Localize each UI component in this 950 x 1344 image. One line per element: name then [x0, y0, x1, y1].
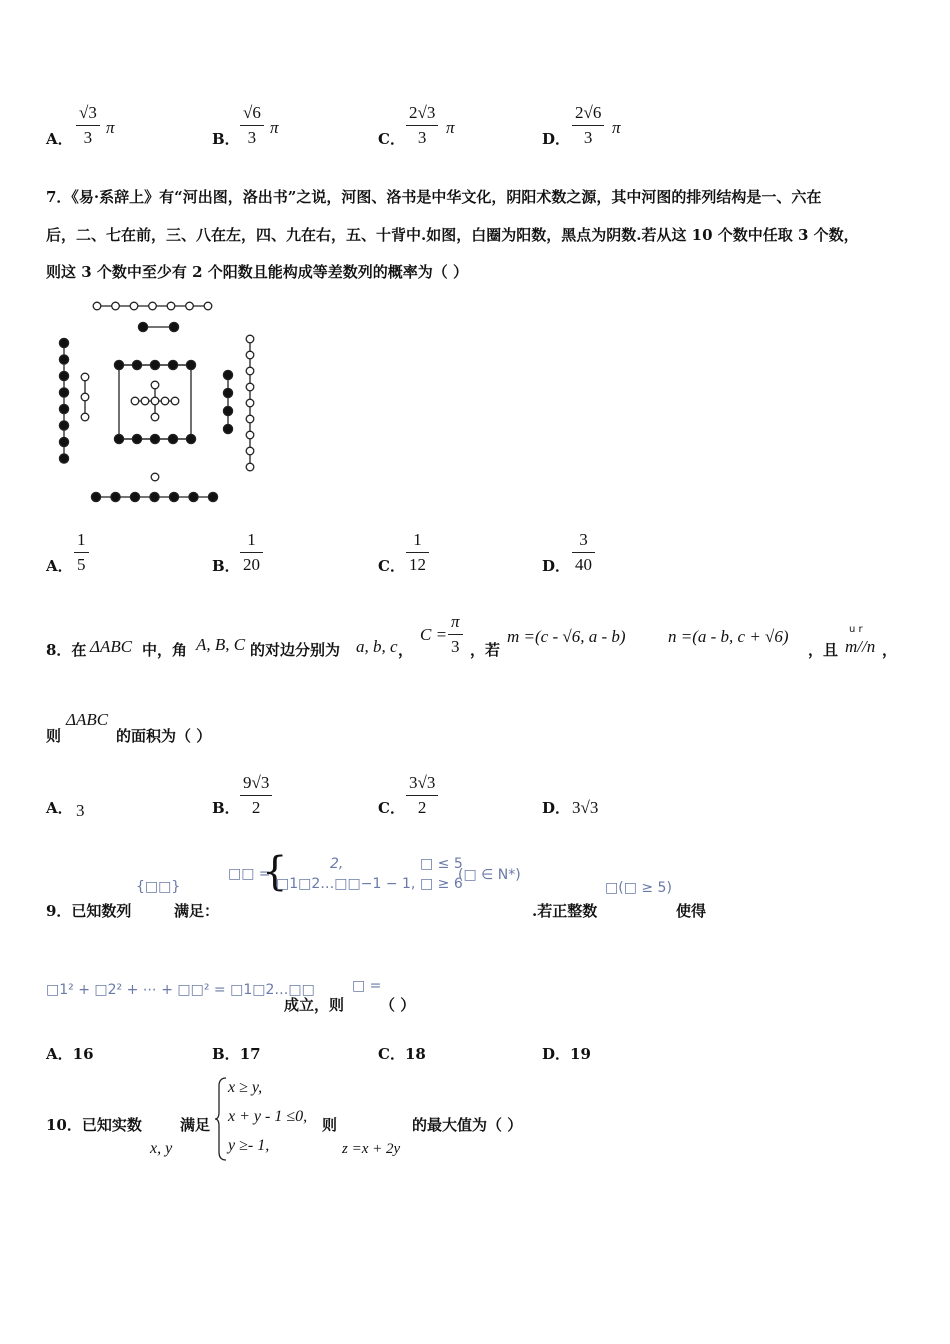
q8-parallel: m//n: [845, 637, 876, 656]
q8-p2: 中，角: [142, 641, 188, 659]
hetu-nine-dot: [246, 399, 254, 407]
q6-c-denominator: 3: [417, 128, 427, 147]
q8-p3: 的对边分别为: [250, 641, 341, 659]
hetu-one-dot: [151, 473, 159, 481]
hetu-nine-dot: [246, 383, 254, 391]
hetu-seven-dot: [112, 302, 120, 310]
hetu-four-dot: [223, 370, 232, 379]
hetu-eight-dot: [59, 338, 68, 347]
q8-n-vector: n =(a - b, c + √6): [668, 627, 789, 646]
q8-vector-arrows: u r: [849, 624, 863, 635]
q10-objective: z =x + 2y: [342, 1141, 401, 1157]
q10-constraint-2: x + y - 1 ≤0,: [228, 1108, 308, 1125]
q7-c-denominator: 12: [409, 555, 426, 574]
q9-d-label: D．: [542, 1045, 571, 1063]
hetu-nine-dot: [246, 351, 254, 359]
hetu-eight-dot: [59, 388, 68, 397]
hetu-eight-dot: [59, 421, 68, 430]
q9-option-b: [212, 1043, 261, 1064]
q8-p4: ，若: [470, 641, 501, 659]
hetu-six-dot: [130, 492, 139, 501]
q6-option-b-label: B．: [212, 130, 240, 148]
hetu-nine-dot: [246, 415, 254, 423]
hetu-ten-top-dot: [114, 360, 123, 369]
q8-option-d-label: D．: [542, 799, 571, 817]
q9-p3: .若正整数: [532, 902, 598, 920]
q7-option-c-fraction: [406, 530, 429, 575]
hetu-seven-dot: [93, 302, 101, 310]
q6-a-numerator: √3: [79, 103, 97, 122]
hetu-seven-dot: [186, 302, 194, 310]
q7-d-numerator: 3: [579, 530, 588, 549]
q9-case1: 2,: [330, 856, 344, 872]
q7-line-2: 后，二、七在前，三、八在左，四、九在右，五、十背中.如图，白圈为阳数，黑点为阴数.若从这 10 个数中任取 3 个数，: [46, 226, 859, 244]
q10-p3: 则: [322, 1116, 338, 1134]
hetu-six-dot: [169, 492, 178, 501]
q9-b-value: 17: [239, 1045, 261, 1063]
q10-system-brace: [214, 1076, 228, 1162]
q6-option-d-fraction: [572, 103, 604, 148]
hetu-five-dot: [131, 397, 139, 405]
hetu-two-dot: [169, 322, 178, 331]
hetu-five-dot: [151, 381, 159, 389]
q9-b-label: B．: [212, 1045, 240, 1063]
q10-constraint-1: x ≥ y,: [228, 1079, 263, 1096]
q7-d-denominator: 40: [575, 555, 592, 574]
q7-option-b-fraction: [240, 530, 263, 575]
q6-option-c-label: C．: [378, 130, 405, 148]
hetu-eight-dot: [59, 371, 68, 380]
q8-option-b-fraction: [240, 773, 272, 818]
q8-c-eq: C =: [420, 625, 448, 644]
q10-constraint-3: y ≥- 1,: [228, 1137, 270, 1154]
q9-case2: □1□2…□□−1 − 1,: [276, 876, 416, 892]
q8-comma: ，: [398, 641, 414, 659]
hetu-seven-dot: [204, 302, 212, 310]
q7-option-b-label: B．: [212, 557, 240, 575]
q9-d-value: 19: [570, 1045, 591, 1063]
q9-case1-cond: □ ≤ 5: [420, 856, 463, 872]
q8-m-vector: m =(c - √6, a - b): [507, 627, 626, 646]
q7-line-3: 则这 3 个数中至少有 2 个阳数且能构成等差数列的概率为（ ）: [46, 263, 468, 281]
hetu-ten-top-dot: [186, 360, 195, 369]
q8-option-c-fraction: [406, 773, 438, 818]
hetu-nine-dot: [246, 367, 254, 375]
hetu-eight-dot: [59, 454, 68, 463]
q6-d-denominator: 3: [583, 128, 593, 147]
q10-p2: 满足: [180, 1116, 211, 1134]
hetu-ten-bottom-dot: [114, 434, 123, 443]
hetu-seven-dot: [130, 302, 138, 310]
q6-option-c-fraction: [406, 103, 438, 148]
hetu-seven-dot: [149, 302, 157, 310]
q8-line2-triangle: ΔABC: [66, 710, 109, 729]
q9-m-condition: □(□ ≥ 5): [605, 880, 672, 896]
hetu-ten-bottom-dot: [150, 434, 159, 443]
q9-option-c: [378, 1043, 426, 1064]
q8-option-c-label: C．: [378, 799, 405, 817]
q8-option-d-value: 3√3: [572, 798, 599, 817]
q7-c-numerator: 1: [413, 530, 422, 549]
q9-c-value: 18: [404, 1045, 426, 1063]
q8-angles: A, B, C: [196, 635, 246, 654]
q8-line2-end: 的面积为（ ）: [116, 727, 212, 745]
q6-a-denominator: 3: [83, 128, 93, 147]
q9-equation: □1² + □2² + ⋯ + □□² = □1□2…□□: [46, 982, 315, 998]
q9-p2: 满足：: [174, 902, 220, 920]
q6-d-numerator: 2√6: [575, 103, 602, 122]
q7-b-denominator: 20: [243, 555, 260, 574]
q8-p1: 8．在: [46, 641, 87, 659]
hetu-ten-top-dot: [168, 360, 177, 369]
q10-p4: 的最大值为（ ）: [412, 1116, 523, 1134]
q8-option-b-label: B．: [212, 799, 240, 817]
q8-end-comma: ，: [882, 641, 898, 659]
hetu-five-dot: [161, 397, 169, 405]
hetu-nine-dot: [246, 463, 254, 471]
hetu-five-dot: [141, 397, 149, 405]
q6-d-pi: π: [612, 118, 621, 137]
q8-b-numerator: 9√3: [243, 773, 270, 792]
hetu-eight-dot: [59, 437, 68, 446]
hetu-nine-dot: [246, 335, 254, 343]
q6-option-d-label: D．: [542, 130, 571, 148]
q9-a-label: A．: [46, 1045, 73, 1063]
hetu-two-dot: [138, 322, 147, 331]
hetu-three-dot: [81, 393, 89, 401]
q9-option-a: [46, 1043, 94, 1064]
q8-line2-start: 则: [46, 727, 62, 745]
hetu-ten-top-dot: [150, 360, 159, 369]
q8-option-a-value: 3: [76, 801, 85, 820]
hetu-eight-dot: [59, 355, 68, 364]
q8-sides: a, b, c: [356, 637, 398, 656]
hetu-three-dot: [81, 413, 89, 421]
q9-sequence: {□□}: [136, 879, 181, 895]
hetu-diagram: [50, 295, 270, 510]
q7-a-numerator: 1: [77, 530, 86, 549]
q7-option-c-label: C．: [378, 557, 405, 575]
hetu-six-dot: [208, 492, 217, 501]
hetu-six-dot: [91, 492, 100, 501]
hetu-five-dot: [151, 413, 159, 421]
hetu-ten-bottom-dot: [168, 434, 177, 443]
q8-c-denominator: 2: [417, 798, 427, 817]
q8-pi-over-3: [448, 612, 463, 657]
q9-p5: 成立，则: [284, 996, 345, 1014]
q6-a-pi: π: [106, 118, 115, 137]
hetu-ten-bottom-dot: [186, 434, 195, 443]
hetu-six-dot: [150, 492, 159, 501]
q6-option-b-fraction: [240, 103, 264, 148]
q9-case2-cond: □ ≥ 6: [420, 876, 463, 892]
q6-c-numerator: 2√3: [409, 103, 436, 122]
hetu-ten-bottom-dot: [132, 434, 141, 443]
q8-option-a-label: A．: [46, 799, 73, 817]
q8-triangle: ΔABC: [90, 637, 133, 656]
q7-a-denominator: 5: [77, 555, 86, 574]
q8-pi: π: [451, 612, 460, 631]
hetu-nine-dot: [246, 447, 254, 455]
q6-b-denominator: 3: [247, 128, 257, 147]
hetu-five-dot: [171, 397, 179, 405]
q7-option-a-label: A．: [46, 557, 73, 575]
q9-a-value: 16: [72, 1045, 94, 1063]
q6-option-a-fraction: [76, 103, 100, 148]
q9-p4: 使得: [676, 902, 707, 920]
hetu-four-dot: [223, 388, 232, 397]
q7-b-numerator: 1: [247, 530, 256, 549]
q7-option-d-fraction: [572, 530, 595, 575]
q6-b-numerator: √6: [243, 103, 261, 122]
q10-p1: 10．已知实数: [46, 1116, 142, 1134]
hetu-four-dot: [223, 406, 232, 415]
q9-p1: 9．已知数列: [46, 902, 132, 920]
hetu-six-dot: [189, 492, 198, 501]
hetu-nine-dot: [246, 431, 254, 439]
hetu-ten-top-dot: [132, 360, 141, 369]
hetu-six-dot: [111, 492, 120, 501]
q8-b-denominator: 2: [251, 798, 261, 817]
hetu-seven-dot: [167, 302, 175, 310]
hetu-three-dot: [81, 373, 89, 381]
q8-three: 3: [451, 637, 460, 656]
q10-vars: x, y: [150, 1140, 173, 1157]
q6-c-pi: π: [446, 118, 455, 137]
q7-option-d-label: D．: [542, 557, 571, 575]
q7-option-a-fraction: [74, 530, 89, 575]
hetu-four-dot: [223, 424, 232, 433]
q8-c-numerator: 3√3: [409, 773, 436, 792]
q9-brace: {: [262, 849, 288, 895]
q9-domain: (□ ∈ N*): [458, 867, 521, 883]
q9-def-lhs: □□ =: [228, 866, 271, 882]
q9-p6: （ ）: [380, 996, 416, 1014]
hetu-five-dot: [151, 397, 159, 405]
q9-m-eq: □ =: [352, 978, 382, 994]
q9-option-d: [542, 1043, 591, 1064]
q9-c-label: C．: [378, 1045, 405, 1063]
q6-b-pi: π: [270, 118, 279, 137]
q6-option-a-label: A．: [46, 130, 73, 148]
hetu-eight-dot: [59, 404, 68, 413]
q7-line-1: 7．《易·系辞上》有“河出图，洛出书”之说，河图、洛书是中华文化，阴阳术数之源，其中河图的排列结构是一、六在: [46, 188, 822, 206]
q8-p5: ，且: [808, 641, 839, 659]
